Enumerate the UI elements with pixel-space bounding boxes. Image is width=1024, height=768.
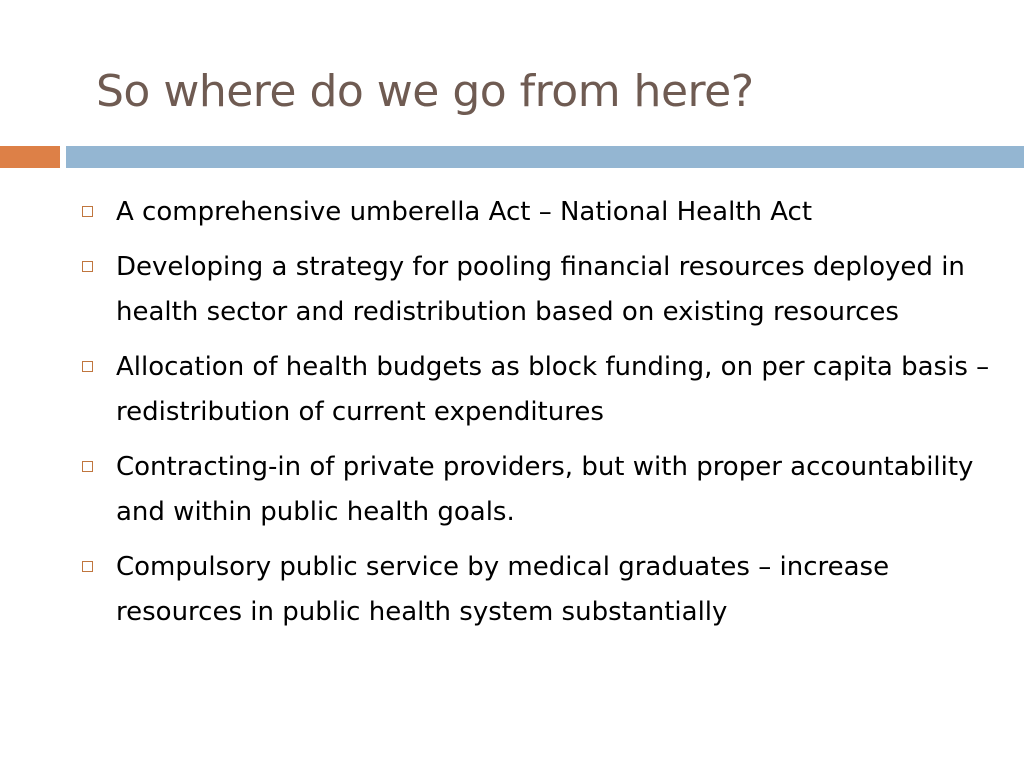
bullet-text: Compulsory public service by medical graduates – increase resources in public health system substantially [116,552,890,627]
bullet-item [78,245,1008,335]
slide-title: So where do we go from here? [96,66,754,117]
square-bullet-icon [82,561,93,572]
square-bullet-icon [82,361,93,372]
bullet-text: A comprehensive umberella Act – National Health Act [116,197,813,227]
bullet-text: Developing a strategy for pooling financial resources deployed in health sector and redistribution based on existing resources [116,252,965,327]
square-bullet-icon [82,461,93,472]
bullet-item [78,190,1008,235]
title-accent-bar-blue [66,146,1024,168]
bullet-list [78,190,1008,645]
square-bullet-icon [82,206,93,217]
bullet-text: Contracting-in of private providers, but with proper accountability and within public health goals. [116,452,974,527]
bullet-item [78,545,1008,635]
bullet-item [78,445,1008,535]
bullet-item [78,345,1008,435]
title-accent-bar-orange [0,146,60,168]
square-bullet-icon [82,261,93,272]
bullet-text: Allocation of health budgets as block funding, on per capita basis – redistribution of current expenditures [116,352,990,427]
